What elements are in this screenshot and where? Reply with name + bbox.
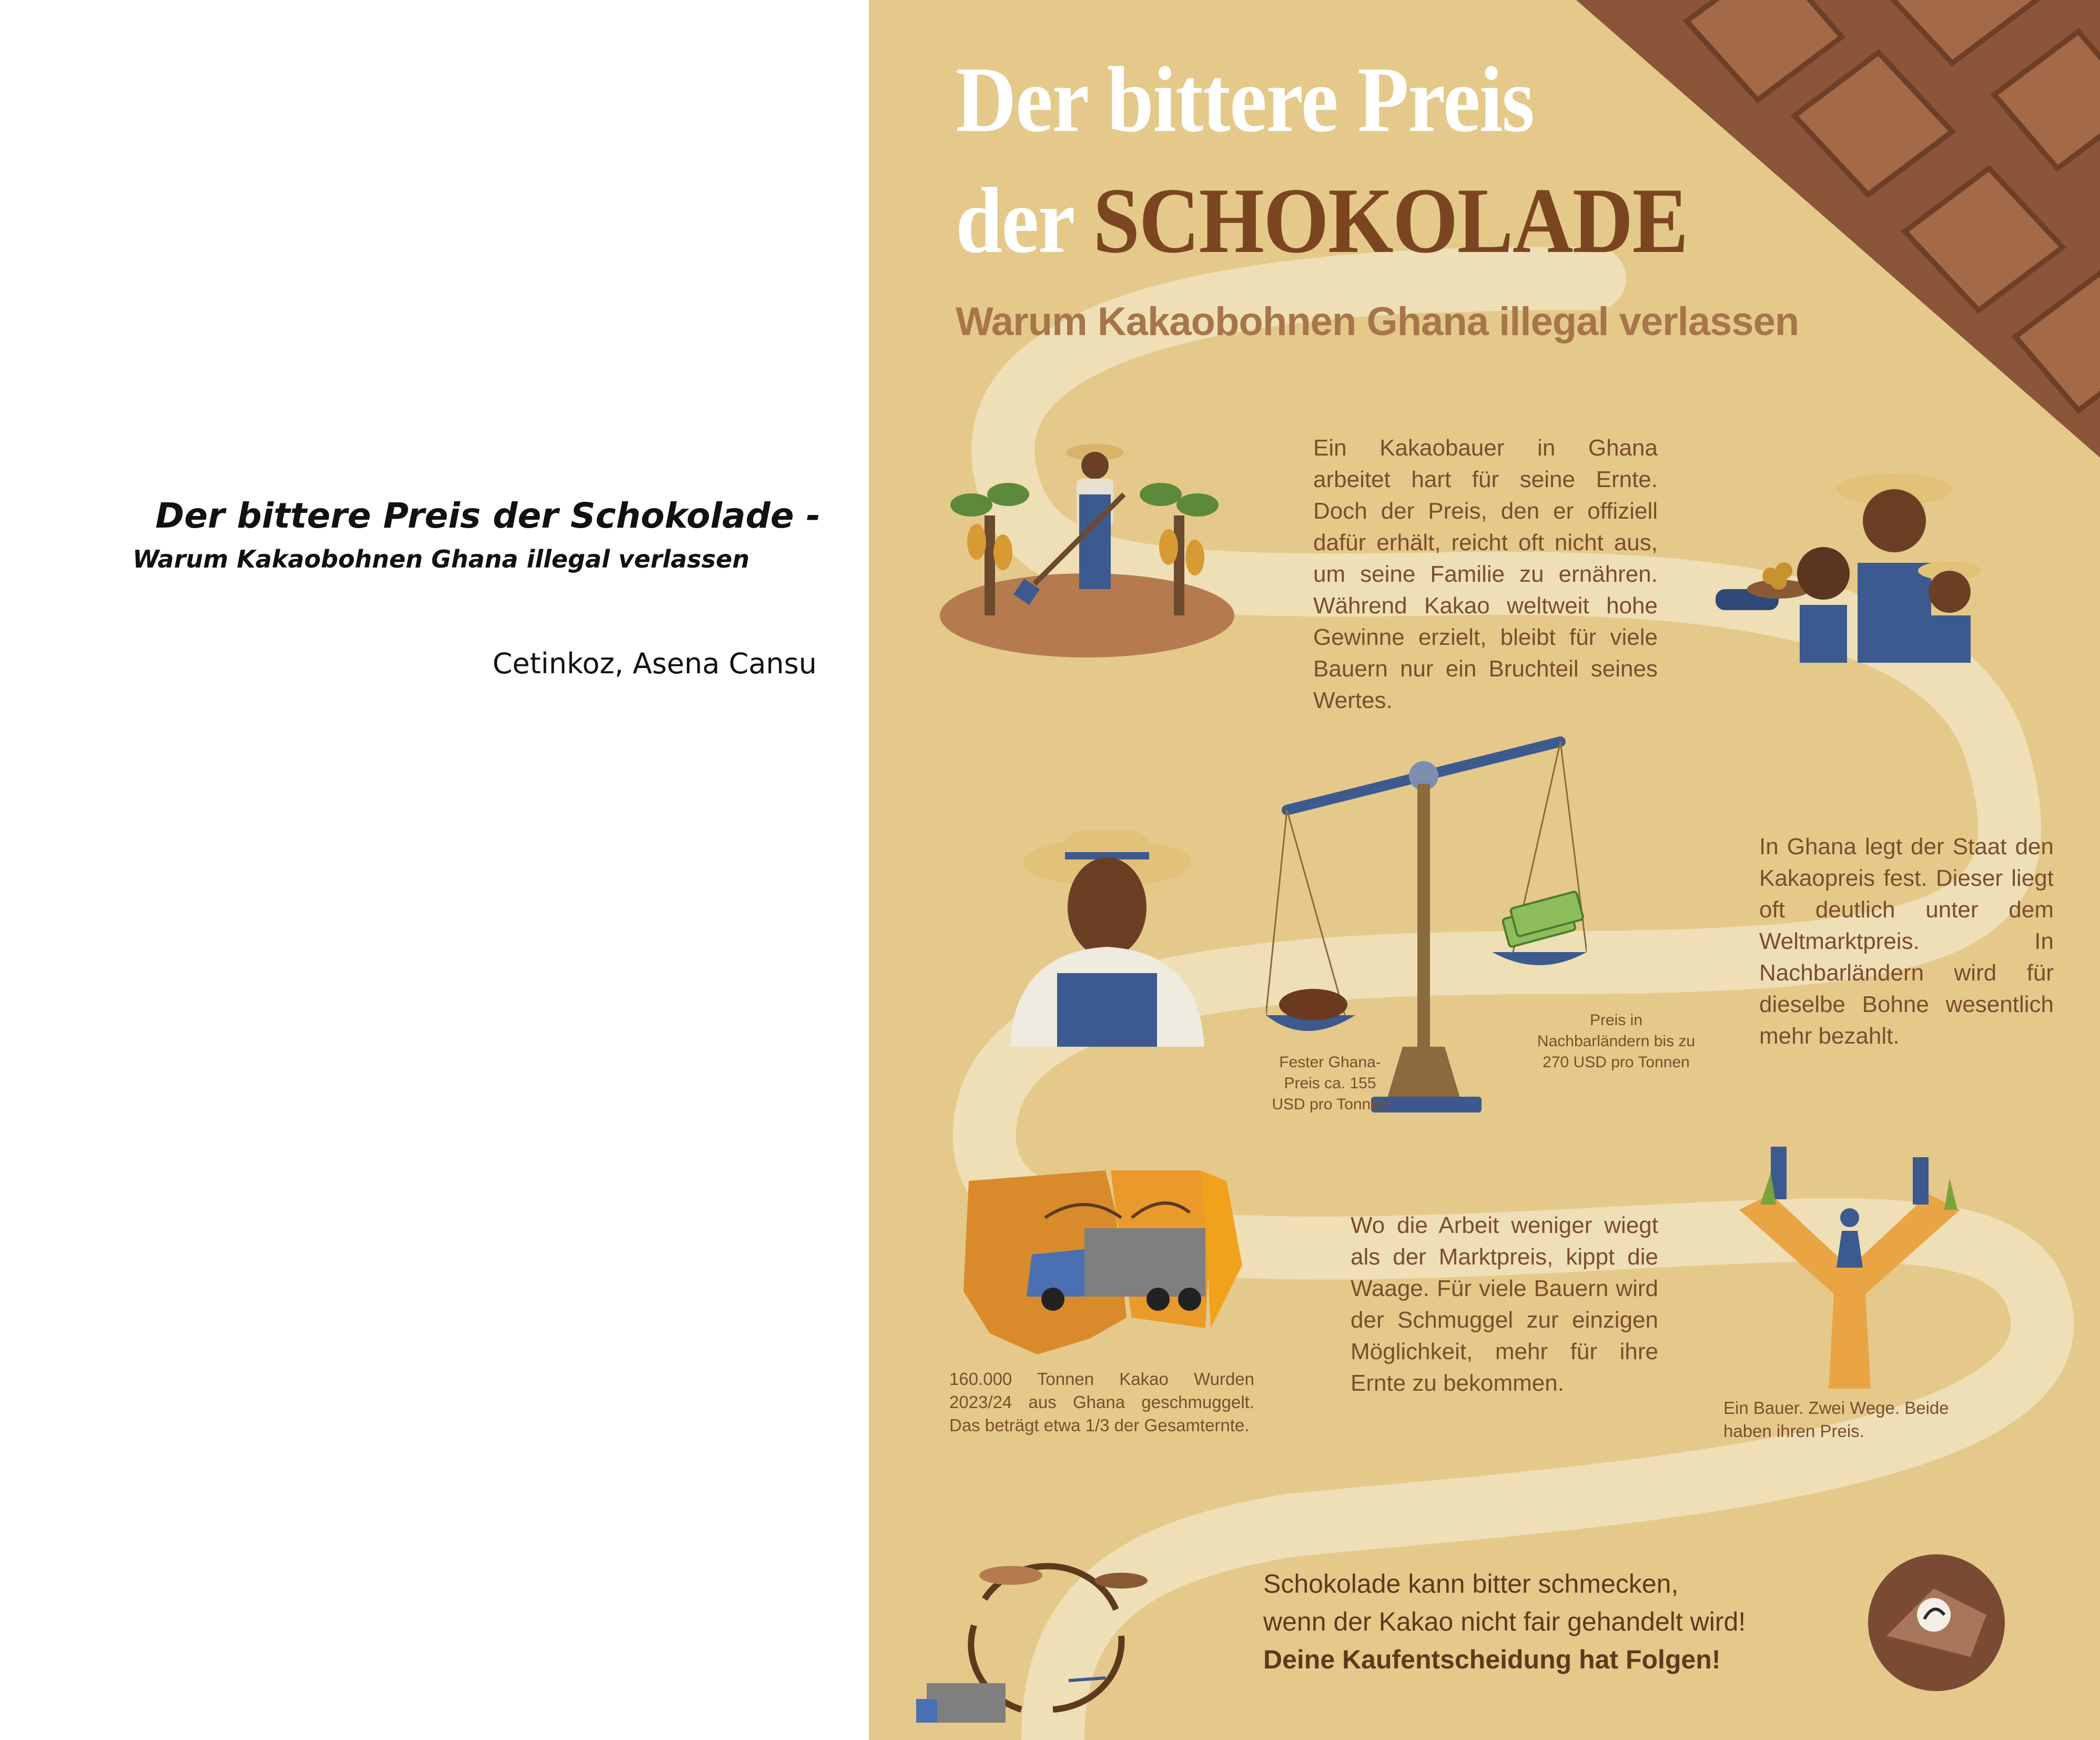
infographic-poster bbox=[869, 0, 2100, 1740]
closing-line1: Schokolade kann bitter schmecken, bbox=[1263, 1569, 1679, 1599]
farmer-portrait-icon bbox=[994, 815, 1225, 1047]
section1-text: Ein Kakaobauer in Ghana arbeitet hart für seine Ernte. Doch der Preis, den er offiziell dafür erhält, reicht oft nicht aus, um seine Familie zu ernähren. Während Kakao weltweit hohe Gewinne erzielt, bleibt für viele Bauern nur ein Bruchteil seines Wertes. bbox=[1313, 435, 1658, 713]
map-truck-icon bbox=[958, 1160, 1253, 1360]
document-subtitle: Warum Kakaobohnen Ghana illegal verlassen bbox=[133, 545, 749, 573]
fairtrade-logo-icon bbox=[1865, 1552, 2007, 1694]
closing-message bbox=[1263, 1565, 1826, 1678]
neighbor-price-caption: Preis in Nachbarländern bis zu 270 USD pro Tonnen bbox=[1537, 1011, 1696, 1071]
poster-title-line1: Der bittere Preis bbox=[956, 47, 1534, 151]
smuggle-caption: 160.000 Tonnen Kakao Wurden 2023/24 aus Ghana geschmuggelt. Das beträgt etwa 1/3 der Gesamternte. bbox=[949, 1369, 1254, 1435]
crossroads-icon bbox=[1723, 1147, 1976, 1389]
section3-text: Wo die Arbeit weniger wiegt als der Marktpreis, kippt die Waage. Für viele Bauern wird der Schmuggel zur einzigen Möglichkeit, mehr für ihre Ernte zu bekommen. bbox=[1351, 1212, 1658, 1396]
closing-call-to-action: Deine Kaufentscheidung hat Folgen! bbox=[1263, 1645, 1721, 1674]
poster-title-line2 bbox=[956, 168, 1688, 272]
document-page bbox=[0, 0, 869, 1740]
closing-line2: wenn der Kakao nicht fair gehandelt wird! bbox=[1263, 1607, 1746, 1636]
farmer-icon bbox=[935, 437, 1240, 668]
cycle-icon bbox=[916, 1546, 1179, 1725]
roads-caption: Ein Bauer. Zwei Wege. Beide haben ihren Preis. bbox=[1723, 1398, 1949, 1441]
poster-title-schokolade: SCHOKOLADE bbox=[1093, 168, 1688, 272]
section2-text: In Ghana legt der Staat den Kakaopreis fest. Dieser liegt oft deutlich unter dem Weltmarktpreis. In Nachbarländern wird für dieselbe Bohne wesentlich mehr bezahlt. bbox=[1759, 834, 2054, 1049]
document-title: Der bittere Preis der Schokolade - bbox=[155, 495, 820, 536]
poster-subtitle: Warum Kakaobohnen Ghana illegal verlassen bbox=[956, 299, 1799, 344]
document-author: Cetinkoz, Asena Cansu bbox=[492, 647, 817, 680]
poster-title-der: der bbox=[956, 168, 1093, 272]
ghana-price-caption: Fester Ghana-Preis ca. 155 USD pro Tonnen bbox=[1272, 1054, 1388, 1113]
family-icon bbox=[1716, 458, 1984, 663]
